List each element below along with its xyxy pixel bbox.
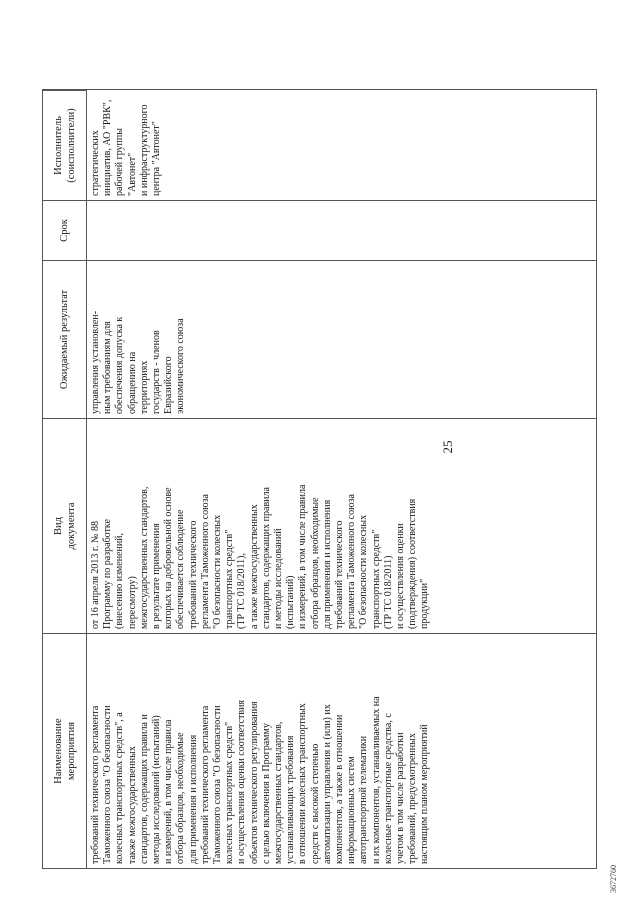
- cell-line: автоматизации управления и (или) их: [321, 704, 333, 864]
- header-doc-type-label: Вид документа: [52, 502, 77, 550]
- cell-line: межгосударственных стандартов,: [273, 721, 285, 864]
- cell-line: также межгосударственных: [126, 746, 138, 864]
- cell-line: для применения и исполнения: [187, 734, 199, 864]
- cell-line: регламента Таможенного союза: [346, 494, 358, 629]
- header-executor: [43, 90, 87, 200]
- cell-line: обращению на: [126, 351, 138, 414]
- cell-line: методы исследований (испытаний): [151, 715, 163, 864]
- cell-line: и осуществления оценки: [395, 523, 407, 629]
- cell-line: а также межгосударственных: [248, 504, 260, 629]
- header-deadline-label: Срок: [59, 219, 70, 242]
- cell-line: (ТР ТС 018/2011): [382, 555, 394, 629]
- cell-line: (подтверждения) соответствия: [407, 498, 419, 629]
- cell-line: Программу по разработке: [102, 519, 114, 629]
- header-result: [43, 260, 87, 418]
- cell-line: экономического союза: [175, 318, 187, 414]
- cell-line: требований технического: [334, 520, 346, 629]
- cell-deadline: [87, 200, 596, 260]
- cell-line: транспортных средств": [370, 529, 382, 629]
- cell-line: требований технического регламента: [90, 705, 101, 864]
- cell-line: объектов технического регулирования: [248, 701, 260, 864]
- cell-line: стратегических: [90, 130, 101, 196]
- cell-line: устанавливающих требования: [285, 735, 297, 864]
- header-deadline: [43, 200, 87, 260]
- cell-line: продукции": [419, 578, 431, 629]
- cell-line: управления установлен-: [90, 310, 101, 414]
- cell-line: межгосударственных стандартов,: [138, 486, 150, 629]
- header-result-label: Ожидаемый результат: [59, 289, 70, 390]
- header-executor-label: Исполнитель (соисполнители): [52, 108, 77, 183]
- cell-line: государств - членов: [151, 330, 163, 414]
- cell-line: пересмотру): [126, 576, 138, 629]
- cell-line: колесные транспортные средства, с: [382, 713, 394, 864]
- cell-line: от 16 апреля 2013 г. № 88: [90, 521, 101, 629]
- cell-line: инициатив, АО "РВК",: [102, 99, 114, 196]
- cell-line: "О безопасности колесных: [358, 514, 370, 629]
- cell-line: колесных транспортных средств": [224, 721, 236, 864]
- measures-table: [42, 89, 597, 869]
- cell-line: учетом в том числе разработки: [395, 732, 407, 864]
- cell-executor: [87, 90, 596, 200]
- cell-line: для применения и исполнения: [321, 499, 333, 629]
- cell-line: обеспечивается соблюдение: [175, 509, 187, 629]
- cell-line: регламента Таможенного союза: [199, 494, 211, 629]
- cell-line: информационных систем: [346, 756, 358, 864]
- cell-line: в результате применения: [151, 523, 163, 629]
- cell-doc-type: [87, 418, 596, 633]
- cell-line: стандартов, содержащих правила и: [138, 714, 150, 864]
- cell-line: "О безопасности колесных: [212, 514, 224, 629]
- cell-line: (испытаний): [285, 575, 297, 629]
- cell-line: и измерений, в том числе правила: [297, 484, 309, 629]
- cell-line: стандартов, содержащих правила: [260, 487, 272, 629]
- cell-line: средств с высокой степенью: [309, 743, 321, 864]
- cell-line: которых на добровольной основе: [163, 487, 175, 629]
- cell-line: и инфраструктурного: [138, 104, 150, 196]
- cell-line: требований технического регламента: [199, 705, 211, 864]
- cell-line: (ТР ТС 018/2011),: [236, 552, 248, 629]
- cell-line: ным требованиям для: [102, 321, 114, 414]
- cell-line: настоящим планом мероприятий: [419, 724, 431, 864]
- cell-line: требований, предусмотренных: [407, 733, 419, 864]
- cell-line: и их компонентов, устанавливаемых на: [370, 696, 382, 864]
- cell-line: центра "Автонет": [151, 121, 163, 196]
- document-id: 3672760: [609, 865, 618, 893]
- header-measure: [43, 633, 87, 868]
- cell-line: (внесению изменений,: [114, 532, 126, 629]
- cell-line: колесных транспортных средств", а: [114, 712, 126, 864]
- cell-line: и осуществления оценки соответствия: [236, 699, 248, 864]
- cell-line: и методы исследований: [273, 528, 285, 629]
- cell-line: требований технического: [187, 520, 199, 629]
- cell-line: обеспечения допуска к: [114, 316, 126, 414]
- cell-result: [87, 260, 596, 418]
- cell-line: транспортных средств": [224, 529, 236, 629]
- header-measure-label: Наименование мероприятия: [52, 718, 77, 784]
- cell-line: и измерений, в том числе правила: [163, 719, 175, 864]
- cell-line: компонентов, а также в отношении: [334, 714, 346, 864]
- cell-line: в отношении колесных транспортных: [297, 703, 309, 864]
- cell-line: Таможенного союза "О безопасности: [102, 705, 114, 864]
- cell-line: отбора образцов, необходимые: [175, 732, 187, 864]
- cell-measure: [87, 633, 596, 868]
- cell-line: Евразийского: [163, 356, 175, 414]
- cell-line: отбора образцов, необходимые: [309, 497, 321, 629]
- cell-line: с целью включения в Программу: [260, 723, 272, 864]
- cell-line: "Автонет": [126, 152, 138, 196]
- page-number: 25: [440, 440, 455, 454]
- header-doc-type: [43, 418, 87, 633]
- cell-line: рабочей группы: [114, 128, 126, 196]
- cell-line: Таможенного союза "О безопасности: [212, 705, 224, 864]
- cell-line: территориях: [138, 360, 150, 414]
- cell-line: автотранспортной телематики: [358, 735, 370, 864]
